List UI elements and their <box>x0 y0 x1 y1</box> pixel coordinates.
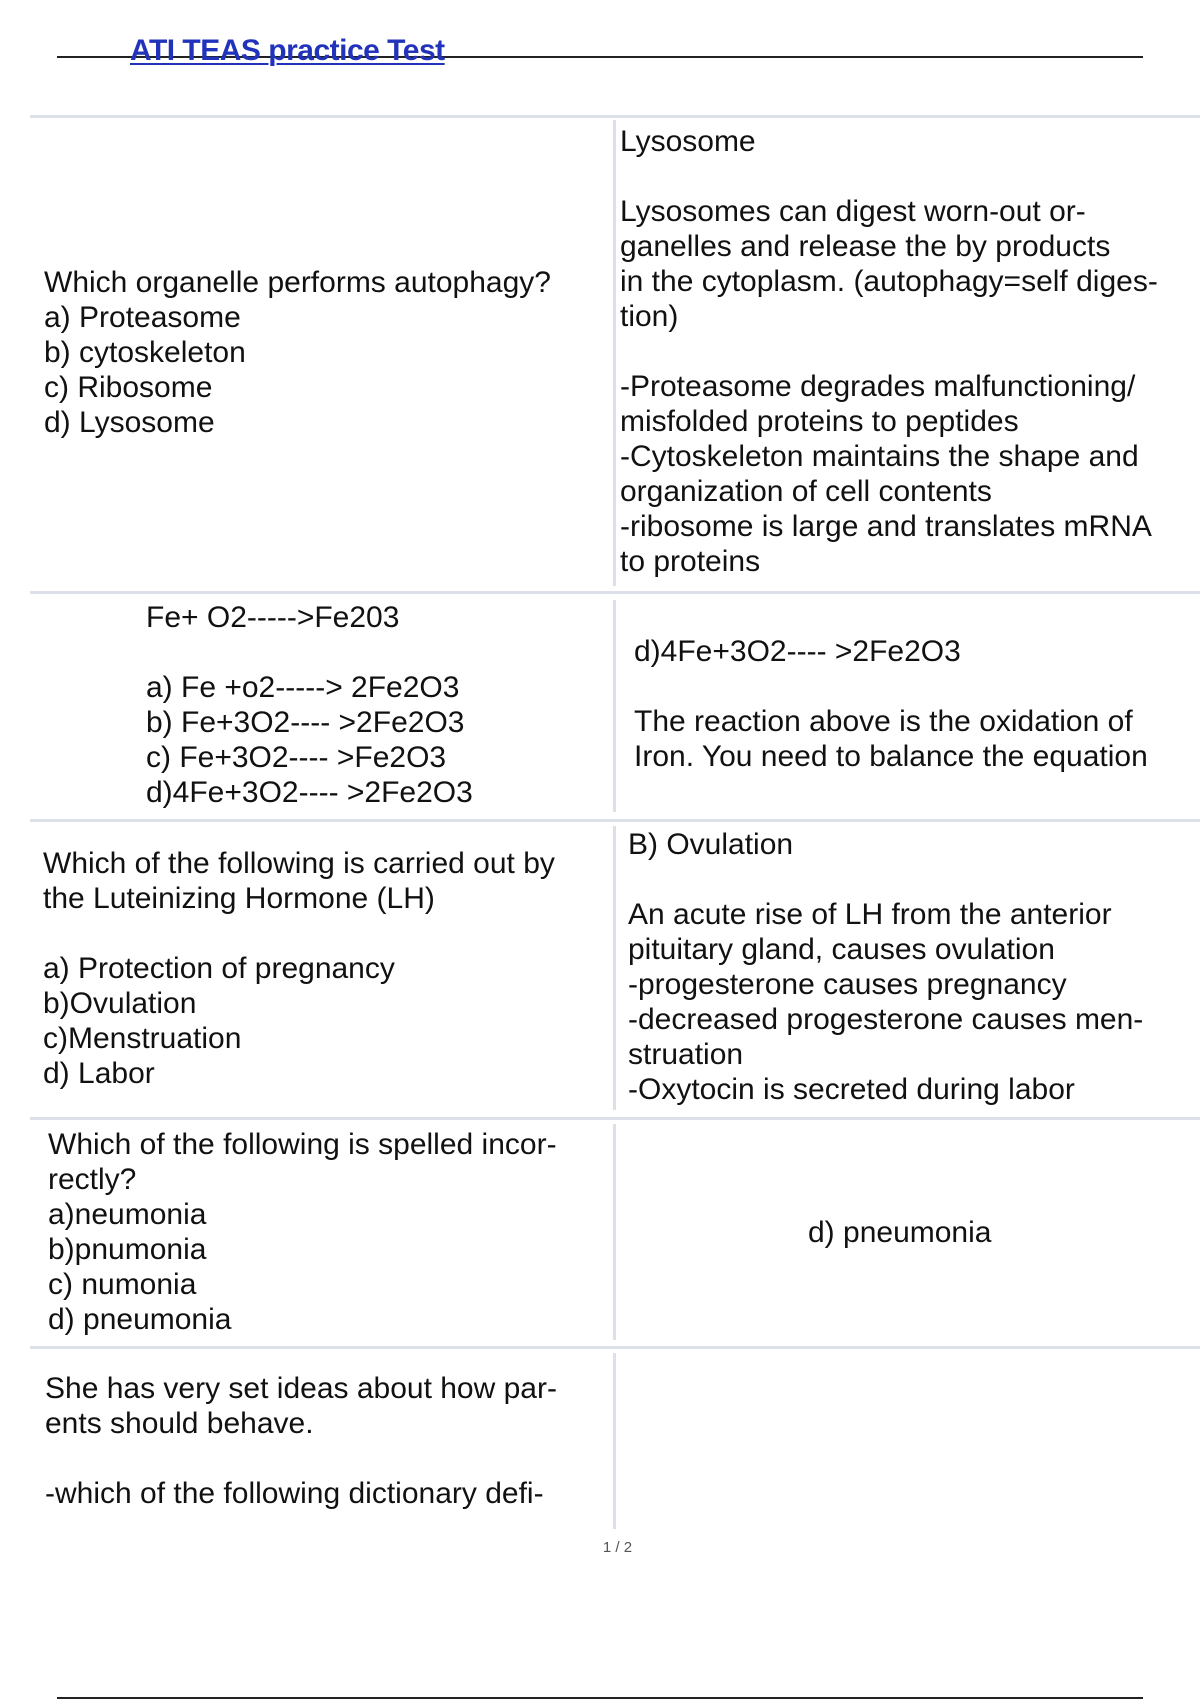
row-divider <box>30 115 1200 118</box>
card-question: She has very set ideas about how par- ents should behave. -which of the following dictionary defi- <box>45 1372 557 1510</box>
row-divider <box>30 1117 1200 1120</box>
row-divider <box>30 819 1200 822</box>
card-question: Which of the following is carried out by the Luteinizing Hormone (LH) a) Protection of pregnancy b)Ovulation c)Menstruation d) Labor <box>43 847 555 1090</box>
row-divider <box>30 591 1200 594</box>
row-divider <box>30 1346 1200 1349</box>
column-divider <box>613 120 616 586</box>
card-answer: B) Ovulation An acute rise of LH from the anterior pituitary gland, causes ovulation -progesterone causes pregnancy -decreased progesterone causes men- struation -Oxytocin is secreted during labor <box>628 828 1144 1106</box>
card-question: Fe+ O2----->Fe203 a) Fe +o2-----> 2Fe2O3 b) Fe+3O2---- >2Fe2O3 c) Fe+3O2---- >Fe2O3 d)4Fe+3O2---- >2Fe2O3 <box>146 601 473 809</box>
column-divider <box>613 1124 616 1340</box>
column-divider <box>613 826 616 1110</box>
column-divider <box>613 1353 616 1529</box>
card-question: Which organelle performs autophagy? a) Proteasome b) cytoskeleton c) Ribosome d) Lysosome <box>44 266 551 439</box>
card-answer: d)4Fe+3O2---- >2Fe2O3 The reaction above is the oxidation of Iron. You need to balance the equation <box>634 635 1148 773</box>
card-question: Which of the following is spelled incor- rectly? a)neumonia b)pnumonia c) numonia d) pneumonia <box>48 1128 557 1336</box>
page-indicator: 1 / 2 <box>602 1539 633 1556</box>
card-answer: d) pneumonia <box>808 1216 992 1249</box>
document-title: ATI TEAS practice Test <box>130 34 445 67</box>
card-answer: Lysosome Lysosomes can digest worn-out or- ganelles and release the by products in the cytoplasm. (autophagy=self diges- tion) -Proteasome degrades malfunctioning/ misfolded proteins to peptides -Cytoskeleton maintains the shape and organization of cell contents -ribosome is large and translates mRNA to proteins <box>620 125 1158 578</box>
footer-rule <box>57 1697 1143 1699</box>
